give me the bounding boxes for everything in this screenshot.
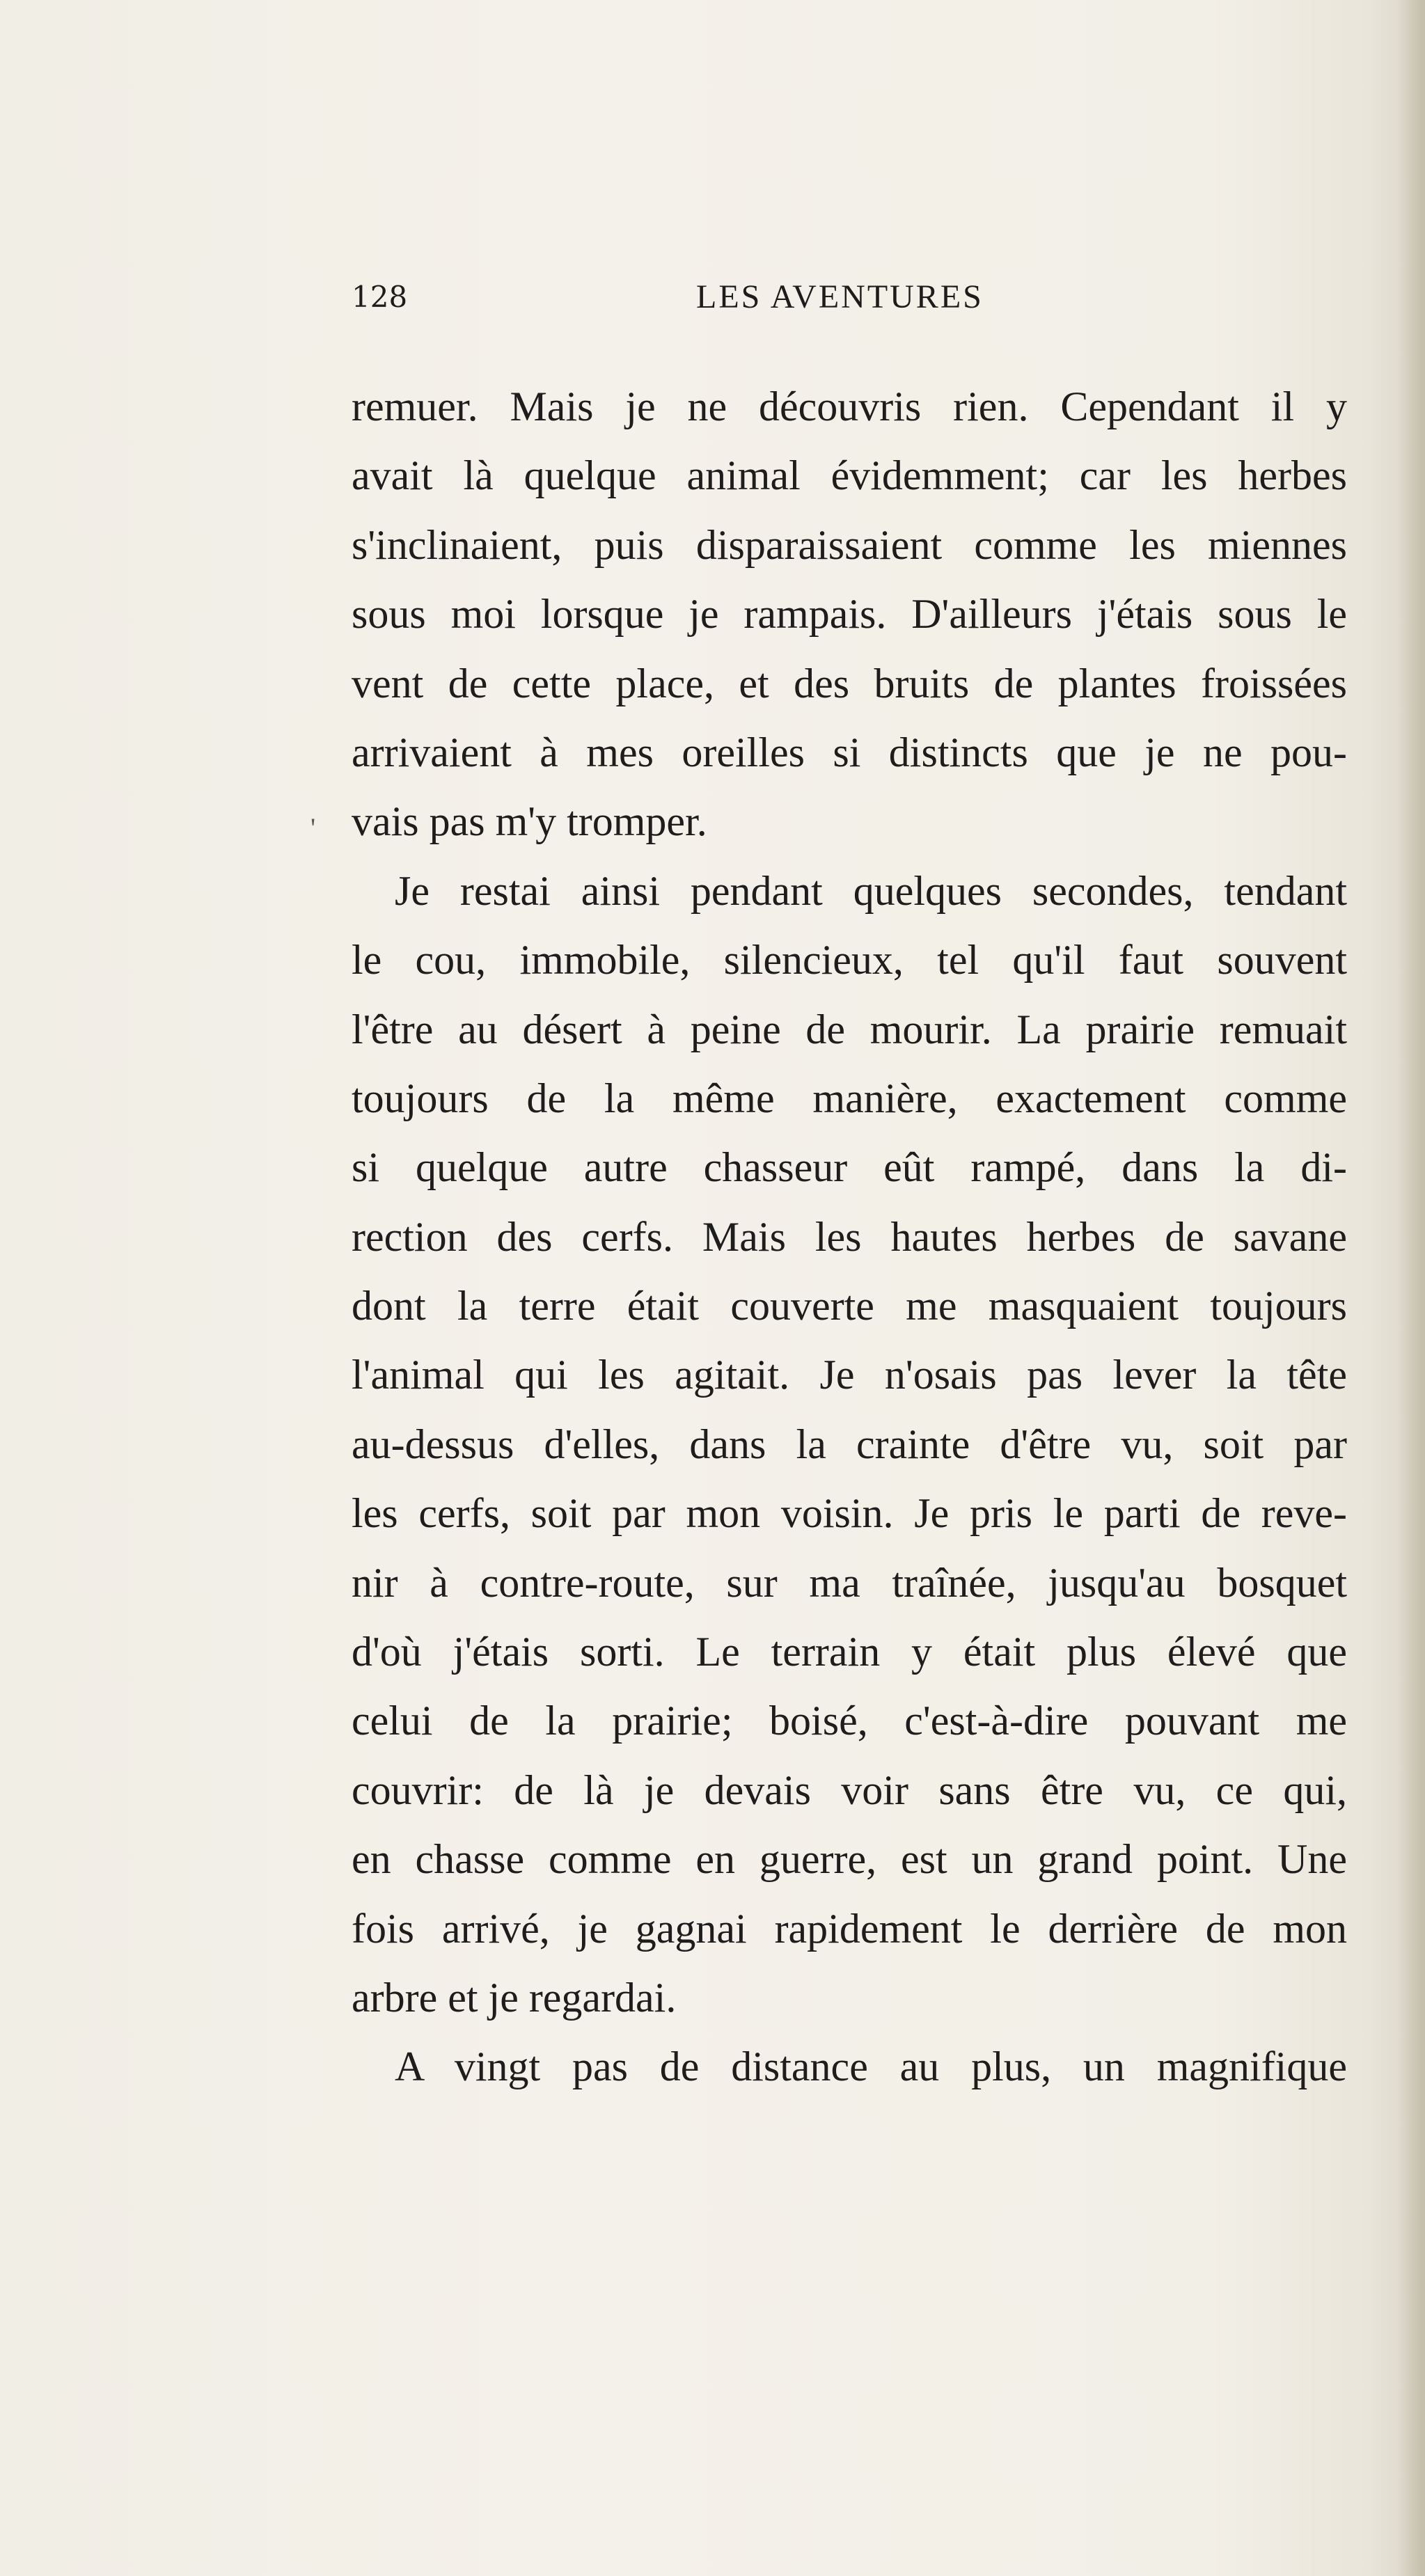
- text-line: couvrir: de là je devais voir sans être vu, ce qui,: [352, 1767, 1347, 1813]
- text-line: celui de la prairie; boisé, c'est-à-dire pouvant me: [352, 1698, 1347, 1744]
- text-line: remuer. Mais je ne découvris rien. Cependant il y: [352, 384, 1347, 429]
- text-line: sous moi lorsque je rampais. D'ailleurs j'étais sous le: [352, 591, 1347, 638]
- text-line: vais pas m'y tromper.: [352, 798, 707, 845]
- text-line: le cou, immobile, silencieux, tel qu'il faut souvent: [352, 937, 1347, 983]
- text-line: si quelque autre chasseur eût rampé, dans la di-: [352, 1144, 1347, 1191]
- paragraph-start-line: A vingt pas de distance au plus, un magnifique: [395, 2044, 1347, 2090]
- page-number: 128: [352, 280, 408, 314]
- running-head: [0, 273, 1425, 322]
- text-line: en chasse comme en guerre, est un grand point. Une: [352, 1836, 1347, 1883]
- running-title: LES AVENTURES: [696, 278, 984, 315]
- text-line: vent de cette place, et des bruits de plantes froissées: [352, 660, 1347, 706]
- text-line: fois arrivé, je gagnai rapidement le derrière de mon: [352, 1905, 1347, 1952]
- text-line: s'inclinaient, puis disparaissaient comme les miennes: [352, 521, 1347, 568]
- paragraph-start-line: Je restai ainsi pendant quelques secondes, tendant: [395, 867, 1347, 914]
- text-line: l'animal qui les agitait. Je n'osais pas lever la tête: [352, 1352, 1347, 1398]
- text-line: les cerfs, soit par mon voisin. Je pris le parti de reve-: [352, 1490, 1347, 1537]
- text-line: rection des cerfs. Mais les hautes herbes de savane: [352, 1213, 1347, 1260]
- text-line: avait là quelque animal évidemment; car les herbes: [352, 452, 1347, 499]
- margin-mark: ': [310, 812, 316, 844]
- text-line: arbre et je regardai.: [352, 1974, 677, 2021]
- text-line: au-dessus d'elles, dans la crainte d'être vu, soit par: [352, 1421, 1347, 1467]
- text-line: nir à contre-route, sur ma traînée, jusqu'au bosquet: [352, 1559, 1347, 1606]
- text-line: toujours de la même manière, exactement comme: [352, 1075, 1347, 1121]
- text-line: dont la terre était couverte me masquaient toujours: [352, 1283, 1347, 1329]
- text-line: d'où j'étais sorti. Le terrain y était plus élevé que: [352, 1629, 1347, 1675]
- page-edge-shadow: [1397, 0, 1425, 2576]
- text-line: l'être au désert à peine de mourir. La prairie remuait: [352, 1006, 1347, 1052]
- text-line: arrivaient à mes oreilles si distincts que je ne pou-: [352, 729, 1347, 775]
- body-text: [352, 372, 1347, 2102]
